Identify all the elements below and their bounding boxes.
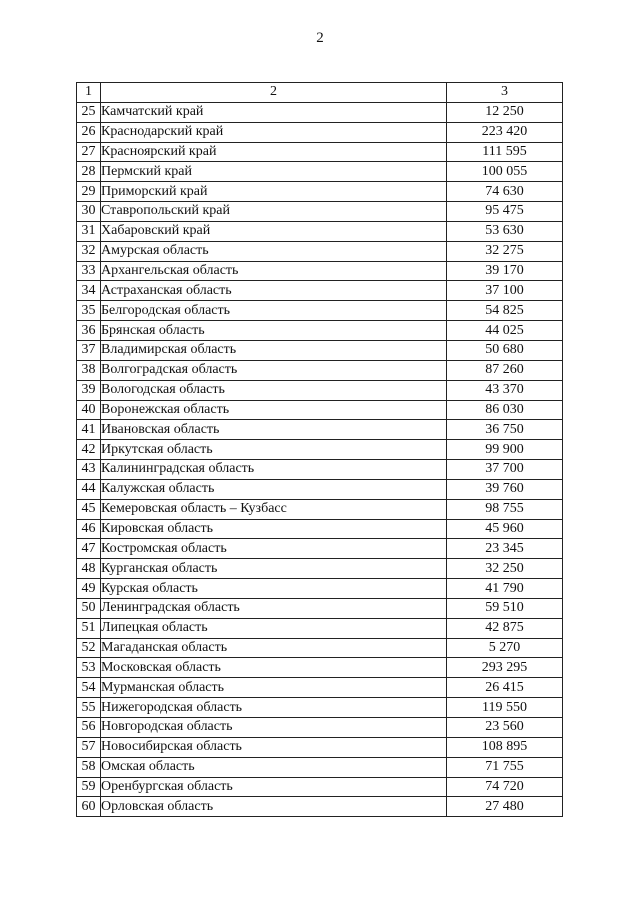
table-row — [77, 559, 563, 579]
column-header-name: 2 — [101, 83, 447, 103]
value-cell: 36 750 — [447, 420, 563, 440]
value-cell: 5 270 — [447, 638, 563, 658]
region-name-cell: Камчатский край — [101, 102, 447, 122]
row-number-cell: 51 — [77, 618, 101, 638]
value-cell: 37 700 — [447, 460, 563, 480]
region-name-cell: Белгородская область — [101, 301, 447, 321]
row-number-cell: 56 — [77, 718, 101, 738]
table-row — [77, 321, 563, 341]
value-cell: 45 960 — [447, 519, 563, 539]
table-row — [77, 380, 563, 400]
value-cell: 32 250 — [447, 559, 563, 579]
region-name-cell: Оренбургская область — [101, 777, 447, 797]
table-row — [77, 102, 563, 122]
region-name-cell: Волгоградская область — [101, 360, 447, 380]
table-row — [77, 678, 563, 698]
table-row — [77, 440, 563, 460]
row-number-cell: 31 — [77, 221, 101, 241]
value-cell: 74 720 — [447, 777, 563, 797]
region-name-cell: Владимирская область — [101, 340, 447, 360]
row-number-cell: 27 — [77, 142, 101, 162]
region-name-cell: Мурманская область — [101, 678, 447, 698]
value-cell: 111 595 — [447, 142, 563, 162]
table-body — [77, 102, 563, 816]
region-name-cell: Краснодарский край — [101, 122, 447, 142]
value-cell: 39 760 — [447, 479, 563, 499]
row-number-cell: 28 — [77, 162, 101, 182]
row-number-cell: 41 — [77, 420, 101, 440]
value-cell: 86 030 — [447, 400, 563, 420]
table-row — [77, 638, 563, 658]
row-number-cell: 46 — [77, 519, 101, 539]
table-row — [77, 460, 563, 480]
table-row — [77, 579, 563, 599]
region-name-cell: Омская область — [101, 757, 447, 777]
row-number-cell: 55 — [77, 698, 101, 718]
table-row — [77, 598, 563, 618]
region-name-cell: Красноярский край — [101, 142, 447, 162]
value-cell: 32 275 — [447, 241, 563, 261]
row-number-cell: 59 — [77, 777, 101, 797]
table-row — [77, 698, 563, 718]
row-number-cell: 32 — [77, 241, 101, 261]
column-header-number: 1 — [77, 83, 101, 103]
table-row — [77, 499, 563, 519]
value-cell: 95 475 — [447, 202, 563, 222]
region-name-cell: Липецкая область — [101, 618, 447, 638]
page-number: 2 — [316, 30, 324, 46]
region-name-cell: Нижегородская область — [101, 698, 447, 718]
row-number-cell: 36 — [77, 321, 101, 341]
table-row — [77, 797, 563, 817]
value-cell: 23 560 — [447, 718, 563, 738]
row-number-cell: 25 — [77, 102, 101, 122]
row-number-cell: 52 — [77, 638, 101, 658]
region-name-cell: Хабаровский край — [101, 221, 447, 241]
value-cell: 50 680 — [447, 340, 563, 360]
region-name-cell: Курганская область — [101, 559, 447, 579]
table-row — [77, 281, 563, 301]
table-row — [77, 122, 563, 142]
region-name-cell: Магаданская область — [101, 638, 447, 658]
value-cell: 12 250 — [447, 102, 563, 122]
region-name-cell: Курская область — [101, 579, 447, 599]
row-number-cell: 38 — [77, 360, 101, 380]
row-number-cell: 39 — [77, 380, 101, 400]
region-name-cell: Иркутская область — [101, 440, 447, 460]
row-number-cell: 40 — [77, 400, 101, 420]
table-row — [77, 202, 563, 222]
value-cell: 27 480 — [447, 797, 563, 817]
table-row — [77, 142, 563, 162]
value-cell: 100 055 — [447, 162, 563, 182]
row-number-cell: 54 — [77, 678, 101, 698]
value-cell: 39 170 — [447, 261, 563, 281]
region-name-cell: Калужская область — [101, 479, 447, 499]
row-number-cell: 47 — [77, 539, 101, 559]
value-cell: 41 790 — [447, 579, 563, 599]
value-cell: 37 100 — [447, 281, 563, 301]
row-number-cell: 29 — [77, 182, 101, 202]
table-row — [77, 519, 563, 539]
region-name-cell: Астраханская область — [101, 281, 447, 301]
table-row — [77, 301, 563, 321]
region-name-cell: Приморский край — [101, 182, 447, 202]
table-row — [77, 340, 563, 360]
region-name-cell: Кировская область — [101, 519, 447, 539]
row-number-cell: 49 — [77, 579, 101, 599]
table-row — [77, 539, 563, 559]
row-number-cell: 60 — [77, 797, 101, 817]
table-row — [77, 241, 563, 261]
value-cell: 59 510 — [447, 598, 563, 618]
region-name-cell: Кемеровская область – Кузбасс — [101, 499, 447, 519]
data-table — [76, 82, 563, 817]
region-name-cell: Новосибирская область — [101, 737, 447, 757]
region-name-cell: Новгородская область — [101, 718, 447, 738]
region-name-cell: Ивановская область — [101, 420, 447, 440]
row-number-cell: 44 — [77, 479, 101, 499]
region-name-cell: Ленинградская область — [101, 598, 447, 618]
row-number-cell: 26 — [77, 122, 101, 142]
region-name-cell: Архангельская область — [101, 261, 447, 281]
table-row — [77, 658, 563, 678]
table-row — [77, 182, 563, 202]
value-cell: 119 550 — [447, 698, 563, 718]
row-number-cell: 34 — [77, 281, 101, 301]
region-name-cell: Пермский край — [101, 162, 447, 182]
row-number-cell: 35 — [77, 301, 101, 321]
table-row — [77, 618, 563, 638]
region-name-cell: Калининградская область — [101, 460, 447, 480]
region-name-cell: Амурская область — [101, 241, 447, 261]
table-row — [77, 162, 563, 182]
row-number-cell: 30 — [77, 202, 101, 222]
row-number-cell: 37 — [77, 340, 101, 360]
table-row — [77, 479, 563, 499]
row-number-cell: 33 — [77, 261, 101, 281]
table-row — [77, 360, 563, 380]
row-number-cell: 50 — [77, 598, 101, 618]
value-cell: 98 755 — [447, 499, 563, 519]
row-number-cell: 57 — [77, 737, 101, 757]
table-row — [77, 420, 563, 440]
value-cell: 71 755 — [447, 757, 563, 777]
value-cell: 23 345 — [447, 539, 563, 559]
table-row — [77, 718, 563, 738]
region-name-cell: Воронежская область — [101, 400, 447, 420]
row-number-cell: 43 — [77, 460, 101, 480]
value-cell: 87 260 — [447, 360, 563, 380]
value-cell: 74 630 — [447, 182, 563, 202]
row-number-cell: 53 — [77, 658, 101, 678]
value-cell: 42 875 — [447, 618, 563, 638]
region-name-cell: Вологодская область — [101, 380, 447, 400]
region-name-cell: Брянская область — [101, 321, 447, 341]
table-row — [77, 221, 563, 241]
table-row — [77, 261, 563, 281]
table-header-row — [77, 83, 563, 103]
table-row — [77, 737, 563, 757]
value-cell: 53 630 — [447, 221, 563, 241]
value-cell: 223 420 — [447, 122, 563, 142]
value-cell: 293 295 — [447, 658, 563, 678]
row-number-cell: 48 — [77, 559, 101, 579]
value-cell: 99 900 — [447, 440, 563, 460]
row-number-cell: 58 — [77, 757, 101, 777]
value-cell: 54 825 — [447, 301, 563, 321]
row-number-cell: 45 — [77, 499, 101, 519]
table-row — [77, 777, 563, 797]
region-name-cell: Московская область — [101, 658, 447, 678]
region-name-cell: Ставропольский край — [101, 202, 447, 222]
table-row — [77, 400, 563, 420]
value-cell: 108 895 — [447, 737, 563, 757]
row-number-cell: 42 — [77, 440, 101, 460]
column-header-value: 3 — [447, 83, 563, 103]
region-name-cell: Орловская область — [101, 797, 447, 817]
value-cell: 26 415 — [447, 678, 563, 698]
value-cell: 43 370 — [447, 380, 563, 400]
table-row — [77, 757, 563, 777]
value-cell: 44 025 — [447, 321, 563, 341]
region-name-cell: Костромская область — [101, 539, 447, 559]
